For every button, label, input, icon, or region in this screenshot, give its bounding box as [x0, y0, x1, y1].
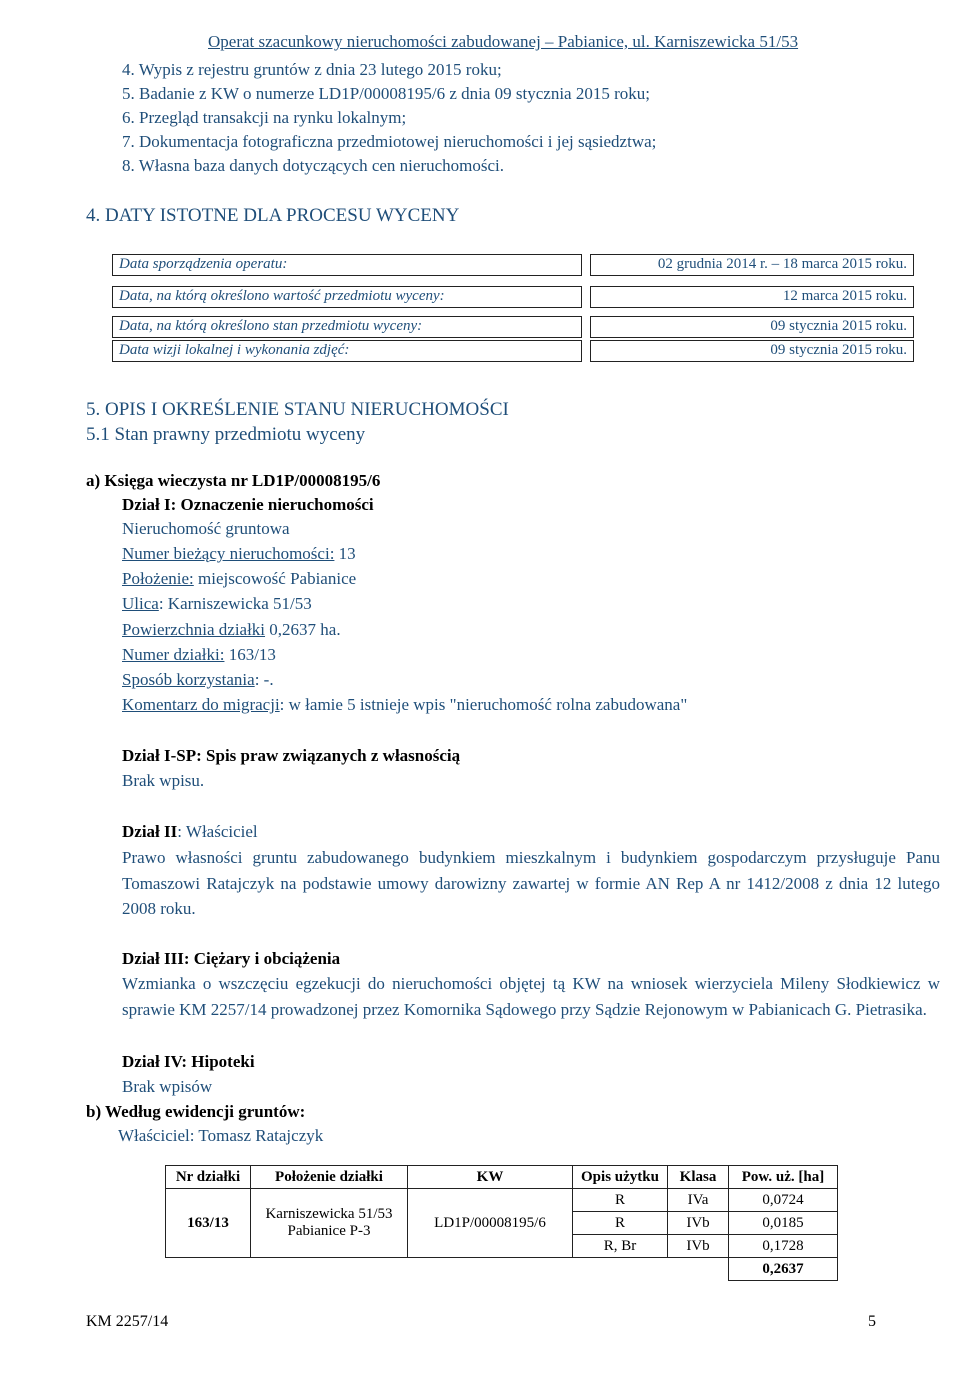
cell-klasa: IVa — [668, 1189, 729, 1212]
dzial-2-text: Prawo własności gruntu zabudowanego budynkiem mieszkalnym i budynkiem gospodarczym przysługuje Panu Tomaszowi Ratajczyk na podstawie umowy darowizny zawartej w formie AN Rep A nr 1412/2008 z dnia 12 lutego 2008 roku. — [122, 848, 940, 918]
col-header: Opis użytku — [573, 1166, 668, 1189]
polozenie-line-1: Karniszewicka 51/53 — [265, 1206, 393, 1222]
pow-value: 0,2637 ha. — [265, 620, 341, 639]
nr-dzialki-label: Numer działki: — [122, 645, 225, 664]
footer-case-number: KM 2257/14 — [86, 1313, 169, 1330]
dzial-2-title-b: : Właściciel — [177, 822, 258, 841]
polozenie-label: Położenie: — [122, 569, 194, 588]
cell-pow: 0,0185 — [729, 1212, 838, 1235]
komentarz — [122, 695, 687, 715]
date-value: 02 grudnia 2014 r. – 18 marca 2015 roku. — [657, 256, 907, 272]
date-value-box — [590, 340, 914, 362]
cell-klasa: IVb — [668, 1212, 729, 1235]
cell-klasa: IVb — [668, 1235, 729, 1258]
dzial-3-title: Dział III: Ciężary i obciążenia — [122, 949, 341, 968]
powierzchnia — [122, 620, 341, 640]
page-header: Operat szacunkowy nieruchomości zabudowanej – Pabianice, ul. Karniszewicka 51/53 — [208, 32, 799, 51]
numer-dzialki — [122, 645, 276, 665]
date-value-box — [590, 286, 914, 308]
sposob-korzystania — [122, 670, 274, 690]
date-label-box — [112, 254, 582, 276]
section-5-title: 5. OPIS I OKREŚLENIE STANU NIERUCHOMOŚCI — [86, 399, 509, 420]
section-5-1-title: 5.1 Stan prawny przedmiotu wyceny — [86, 424, 366, 445]
ulica-label: Ulica — [122, 594, 159, 613]
dzial-3-text: Wzmianka o wszczęciu egzekucji do nieruchomości objętej tą KW na wniosek wierzyciela Mileny Słodkiewicz w sprawie KM 2257/14 prowadzonej przez Komornika Sądowego przy Sądzie Rejonowym w Pabianicach G. Pietrasika. — [122, 974, 940, 1019]
table-header-row — [166, 1166, 838, 1189]
table-row — [166, 1189, 838, 1212]
col-header: Pow. uż. [ha] — [729, 1166, 838, 1189]
list-item: 7. Dokumentacja fotograficzna przedmiotowej nieruchomości i jej sąsiedztwa; — [122, 132, 657, 151]
date-label-box — [112, 286, 582, 308]
polozenie-line-2: Pabianice P-3 — [287, 1223, 371, 1239]
land-type: Nieruchomość gruntowa — [122, 519, 290, 538]
date-label-box — [112, 340, 582, 362]
cell-polozenie — [251, 1189, 408, 1258]
cell-pow: 0,0724 — [729, 1189, 838, 1212]
date-label: Data, na którą określono wartość przedmiotu wyceny: — [119, 288, 445, 304]
pow-label: Powierzchnia działki — [122, 620, 266, 639]
footer-page-number: 5 — [868, 1313, 876, 1330]
dzial-1-title: Dział I: Oznaczenie nieruchomości — [122, 495, 374, 514]
cell-opis: R — [573, 1189, 668, 1212]
polozenie-value: miejscowość Pabianice — [193, 569, 357, 588]
list-item: 6. Przegląd transakcji na rynku lokalnym; — [122, 108, 407, 127]
ulica — [122, 594, 312, 614]
col-header: KW — [408, 1166, 573, 1189]
date-value: 12 marca 2015 roku. — [782, 288, 907, 304]
date-value: 09 stycznia 2015 roku. — [770, 342, 907, 358]
dzial-4-text: Brak wpisów — [122, 1077, 213, 1096]
dzial-1sp-title: Dział I-SP: Spis praw związanych z własnością — [122, 746, 461, 765]
list-item: 5. Badanie z KW o numerze LD1P/00008195/6 z dnia 09 stycznia 2015 roku; — [122, 84, 650, 103]
date-label: Data wizji lokalnej i wykonania zdjęć: — [119, 342, 350, 358]
cell-kw: LD1P/00008195/6 — [408, 1189, 573, 1258]
sposob-value: : -. — [254, 670, 274, 689]
cell-total: 0,2637 — [729, 1258, 838, 1281]
numer-biezacy — [122, 544, 356, 564]
dzial-2-title-a: Dział II — [122, 822, 178, 841]
dzial-2-title — [122, 822, 258, 842]
date-label: Data sporządzenia operatu: — [119, 256, 288, 272]
total-spacer — [166, 1258, 729, 1281]
dzial-1sp-text: Brak wpisu. — [122, 771, 205, 790]
komentarz-label: Komentarz do migracji — [122, 695, 280, 714]
cell-pow: 0,1728 — [729, 1235, 838, 1258]
nr-dzialki-value: 163/13 — [224, 645, 276, 664]
section-4-title: 4. DATY ISTOTNE DLA PROCESU WYCENY — [86, 205, 460, 226]
col-header: Położenie działki — [251, 1166, 408, 1189]
dzial-4-title: Dział IV: Hipoteki — [122, 1052, 255, 1071]
kw-heading: a) Księga wieczysta nr LD1P/00008195/6 — [86, 471, 381, 490]
cell-opis: R, Br — [573, 1235, 668, 1258]
date-value: 09 stycznia 2015 roku. — [770, 318, 907, 334]
cell-nr: 163/13 — [166, 1189, 251, 1258]
date-label-box — [112, 316, 582, 338]
date-value-box — [590, 254, 914, 276]
cell-opis: R — [573, 1212, 668, 1235]
polozenie — [122, 569, 356, 589]
date-value-box — [590, 316, 914, 338]
numer-value: 13 — [334, 544, 356, 563]
list-item: 4. Wypis z rejestru gruntów z dnia 23 lutego 2015 roku; — [122, 60, 502, 79]
col-header: Nr działki — [166, 1166, 251, 1189]
list-item: 8. Własna baza danych dotyczących cen nieruchomości. — [122, 156, 505, 175]
date-label: Data, na którą określono stan przedmiotu wyceny: — [119, 318, 423, 334]
table-total-row — [166, 1258, 838, 1281]
col-header: Klasa — [668, 1166, 729, 1189]
sposob-label: Sposób korzystania — [122, 670, 255, 689]
ulica-value: : Karniszewicka 51/53 — [158, 594, 312, 613]
ewidencja-heading: b) Według ewidencji gruntów: — [86, 1102, 306, 1121]
ewidencja-table — [165, 1165, 838, 1281]
numer-label: Numer bieżący nieruchomości: — [122, 544, 335, 563]
komentarz-value: : w łamie 5 istnieje wpis "nieruchomość rolna zabudowana" — [279, 695, 688, 714]
ewidencja-owner: Właściciel: Tomasz Ratajczyk — [118, 1126, 324, 1145]
